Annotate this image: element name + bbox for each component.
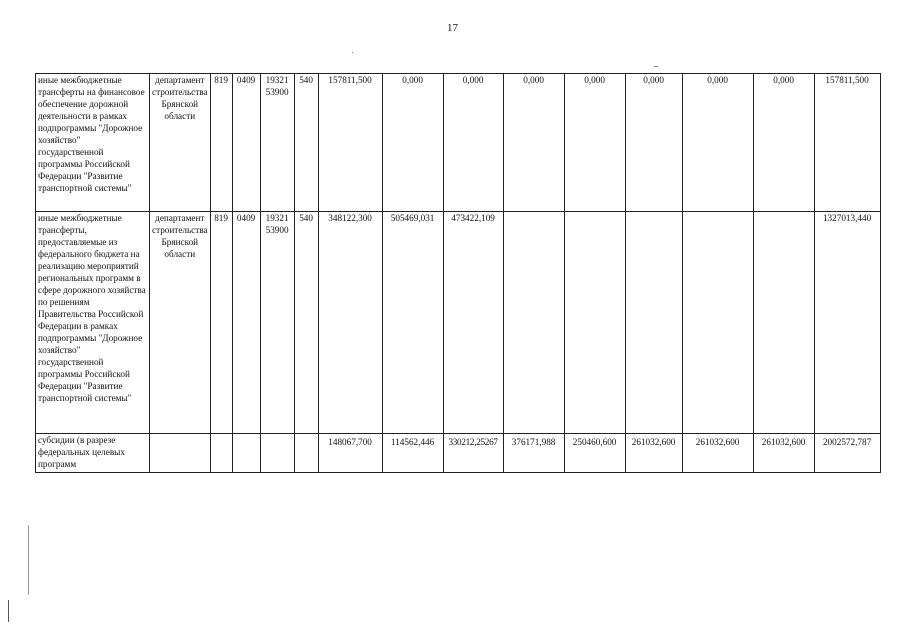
total-cell: 1327013,440 — [814, 212, 880, 434]
value-cell: 330212,25267 — [443, 434, 503, 473]
code-ministry: 819 — [210, 212, 232, 434]
scan-artifact — [654, 66, 658, 67]
budget-table — [35, 73, 881, 473]
value-cell: 0,000 — [443, 74, 503, 212]
value-cell: 473422,109 — [443, 212, 503, 434]
value-cell: 148067,700 — [318, 434, 382, 473]
value-cell: 250460,600 — [564, 434, 625, 473]
value-cell: 505469,031 — [382, 212, 443, 434]
value-cell: 0,000 — [625, 74, 682, 212]
value-cell — [753, 212, 814, 434]
row-department: департамент строительства Брянской области — [150, 74, 211, 212]
row-description: субсидии (в разрезе федеральных целевых программ — [36, 434, 150, 473]
total-cell: 157811,500 — [814, 74, 880, 212]
row-description: иные межбюджетные трансферты, предоставляемые из федерального бюджета на реализацию мероприятий региональных программ в сфере дорожного хозяйства по решениям Правительства Российской Федерации в рамках подпрограммы "Дорожное хозяйство" государственной программы Российской Федерации "Развитие транспортной системы" — [36, 212, 150, 434]
code-expense-type: 540 — [294, 74, 318, 212]
value-cell: 0,000 — [564, 74, 625, 212]
table-row — [36, 74, 881, 212]
row-description: иные межбюджетные трансферты на финансовое обеспечение дорожной деятельности в рамках подпрограммы "Дорожное хозяйство" государственной программы Российской Федерации "Развитие транспортной системы" — [36, 74, 150, 212]
value-cell: 0,000 — [503, 74, 564, 212]
value-cell — [503, 212, 564, 434]
value-cell: 261032,600 — [625, 434, 682, 473]
code-target-article: 19321 53900 — [260, 212, 294, 434]
code-target-article — [260, 434, 294, 473]
total-cell: 2002572,787 — [814, 434, 880, 473]
value-cell — [564, 212, 625, 434]
code-section — [232, 434, 260, 473]
code-section: 0409 — [232, 74, 260, 212]
table-row — [36, 212, 881, 434]
code-ministry — [210, 434, 232, 473]
value-cell: 348122,300 — [318, 212, 382, 434]
scan-artifact — [28, 525, 29, 595]
value-cell: 157811,500 — [318, 74, 382, 212]
code-section: 0409 — [232, 212, 260, 434]
code-target-article: 19321 53900 — [260, 74, 294, 212]
scan-artifact — [352, 52, 353, 53]
value-cell: 0,000 — [382, 74, 443, 212]
page-number: 17 — [447, 22, 458, 34]
value-cell: 261032,600 — [682, 434, 753, 473]
code-ministry: 819 — [210, 74, 232, 212]
code-expense-type: 540 — [294, 212, 318, 434]
code-expense-type — [294, 434, 318, 473]
row-department — [150, 434, 211, 473]
value-cell — [682, 212, 753, 434]
table-row — [36, 434, 881, 473]
value-cell: 0,000 — [682, 74, 753, 212]
value-cell: 0,000 — [753, 74, 814, 212]
row-department: департамент строительства Брянской области — [150, 212, 211, 434]
value-cell — [625, 212, 682, 434]
scan-artifact — [8, 600, 9, 622]
value-cell: 114562,446 — [382, 434, 443, 473]
value-cell: 261032,600 — [753, 434, 814, 473]
value-cell: 376171,988 — [503, 434, 564, 473]
